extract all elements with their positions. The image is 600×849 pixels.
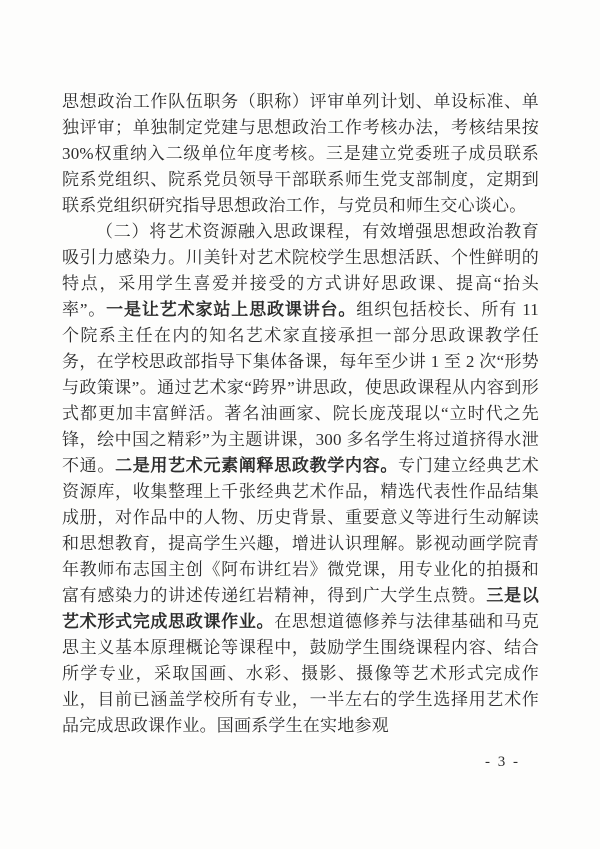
document-body <box>62 89 539 739</box>
emphasis-run: 三是以艺术形式完成思政课作业。 <box>62 586 539 631</box>
emphasis-run: 一是让艺术家站上思政课讲台。 <box>106 300 357 319</box>
text-run: 思想政治工作队伍职务（职称）评审单列计划、单设标准、单独评审；单独制定党建与思想政治工作考核办法，考核结果按 30%权重纳入二级单位年度考核。三是建立党委班子成员联系院系党组织、院系党员领导干部联系师生党支部制度，定期到联系党组织研究指导思想政治工作，与党员和师生交心谈心。 <box>62 92 539 215</box>
text-run: 组织包括校长、所有 11 个院系主任在内的知名艺术家直接承担一部分思政课教学任务，在学校思政部指导下集体备课，每年至少讲 1 至 2 次“形势与政策课”。通过艺术家“跨界”讲思政，使思政课程从内容到形式都更加丰富鲜活。著名油画家、院长庞茂琨以“立时代之先锋，绘中国之精彩”为主题讲课，300 多名学生将过道挤得水泄不通。 <box>62 300 539 475</box>
text-run: 专门建立经典艺术资源库，收集整理上千张经典艺术作品，精选代表性作品结集成册，对作品中的人物、历史背景、重要意义等进行生动解读和思想教育，提高学生兴趣，增进认识理解。影视动画学院青年教师布志国主创《阿布讲红岩》微党课，用专业化的拍摄和富有感染力的讲述传递红岩精神，得到广大学生点赞。 <box>62 456 540 605</box>
page-number: - 3 - <box>485 754 520 770</box>
emphasis-run: 二是用艺术元素阐释思政教学内容。 <box>115 456 399 475</box>
paragraph <box>62 89 539 219</box>
text-run: （二）将艺术资源融入思政课程，有效增强思想政治教育吸引力感染力。川美针对艺术院校学生思想活跃、个性鲜明的特点，采用学生喜爱并接受的方式讲好思政课、提高“抬头率”。 <box>62 222 539 319</box>
paragraph <box>62 219 539 739</box>
text-run: 在思想道德修养与法律基础和马克思主义基本原理概论等课程中，鼓励学生围绕课程内容、结合所学专业，采取国画、水彩、摄影、摄像等艺术形式完成作业，目前已涵盖学校所有专业，一半左右的学生选择用艺术作品完成思政课作业。国画系学生在实地参观 <box>62 612 539 735</box>
